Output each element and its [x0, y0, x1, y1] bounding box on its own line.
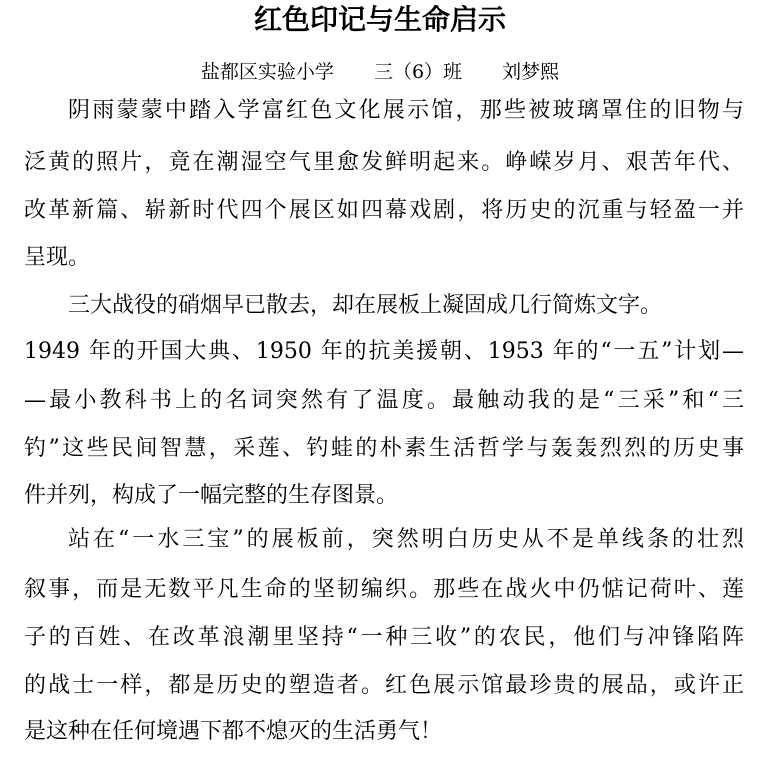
class-name: 三（6）班 [373, 61, 463, 83]
paragraph-2-line-3: —最小教科书上的名词突然有了温度。最触动我的是“三采”和“三 [24, 388, 744, 413]
byline [0, 56, 760, 88]
paragraph-2-line-5: 件并列，构成了一幅完整的生存图景。 [24, 483, 399, 508]
school-name: 盐都区实验小学 [200, 61, 334, 83]
paragraph-3-line-3: 子的百姓、在改革浪潮里坚持“一种三收”的农民，他们与冲锋陷阵 [24, 625, 744, 650]
paragraph-3-line-5: 是这种在任何境遇下都不熄灭的生活勇气！ [24, 719, 443, 744]
paragraph-2-line-4: 钓”这些民间智慧，采莲、钓蛙的朴素生活哲学与轰轰烈烈的历史事 [24, 436, 744, 461]
paragraph-1-line-1: 阴雨蒙蒙中踏入学富红色文化展示馆，那些被玻璃罩住的旧物与 [68, 98, 744, 123]
paragraph-2-line-1: 三大战役的硝烟早已散去，却在展板上凝固成几行简炼文字。 [68, 293, 663, 318]
paragraph-2-line-2: 1949 年的开国大典、1950 年的抗美援朝、1953 年的“一五”计划— [24, 339, 744, 364]
document-title: 红色印记与生命启示 [253, 3, 506, 36]
paragraph-1-line-3: 改革新篇、崭新时代四个展区如四幕戏剧，将历史的沉重与轻盈一并 [24, 198, 744, 223]
paragraph-1-line-2: 泛黄的照片，竟在潮湿空气里愈发鲜明起来。峥嵘岁月、艰苦年代、 [24, 150, 744, 175]
author-name: 刘梦熙 [502, 61, 560, 83]
paragraph-3-line-4: 的战士一样，都是历史的塑造者。红色展示馆最珍贵的展品，或许正 [24, 673, 744, 698]
paragraph-3-line-1: 站在“一水三宝”的展板前，突然明白历史从不是单线条的壮烈 [68, 527, 744, 552]
paragraph-3-line-2: 叙事，而是无数平凡生命的坚韧编织。那些在战火中仍惦记荷叶、莲 [24, 577, 744, 602]
paragraph-1-line-4: 呈现。 [24, 245, 91, 270]
